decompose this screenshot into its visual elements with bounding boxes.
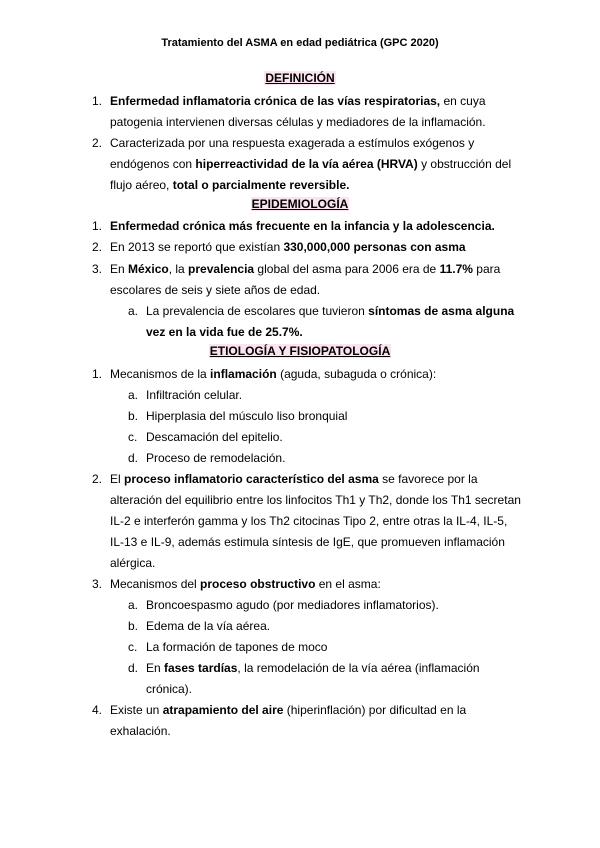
list-letter: a. (128, 304, 139, 318)
etiology-item-3: Mecanismos del proceso obstructivo en el asma: (110, 577, 381, 591)
definition-item-1-line-2: patogenia intervienen diversas células y mediadores de la inflamación. (110, 115, 486, 129)
list-number: 1. (92, 367, 103, 381)
list-letter: d. (128, 661, 139, 675)
etiology-item-4-line-2: exhalación. (110, 724, 171, 738)
definition-item-2-line-3: flujo aéreo, total o parcialmente reversible. (110, 178, 350, 192)
etiology-item-4-line-1: Existe un atrapamiento del aire (hiperinflación) por dificultad en la (110, 703, 467, 717)
list-item: Infiltración celular. (146, 388, 243, 402)
list-item: Proceso de remodelación. (146, 451, 286, 465)
list-number: 1. (92, 94, 103, 108)
list-number: 2. (92, 136, 103, 150)
list-letter: d. (128, 451, 139, 465)
list-item: La formación de tapones de moco (146, 640, 328, 654)
heading-etiologia: ETIOLOGÍA Y FISIOPATOLOGÍA (209, 344, 391, 358)
epidemiology-item-3-line-1: En México, la prevalencia global del asma para 2006 era de 11.7% para (110, 262, 501, 276)
epidemiology-item-2: En 2013 se reportó que existían 330,000,000 personas con asma (110, 240, 466, 254)
list-item: Broncoespasmo agudo (por mediadores inflamatorios). (146, 598, 439, 612)
etiology-item-1: Mecanismos de la inflamación (aguda, subaguda o crónica): (110, 367, 437, 381)
etiology-item-2-line-5: alérgica. (110, 556, 156, 570)
list-letter: c. (128, 430, 138, 444)
list-letter: c. (128, 640, 138, 654)
etiology-subitem-d-line-1: En fases tardías, la remodelación de la vía aérea (inflamación (146, 661, 480, 675)
heading-definicion: DEFINICIÓN (265, 71, 335, 85)
definition-item-2-line-1: Caracterizada por una respuesta exagerada a estímulos exógenos y (110, 136, 475, 150)
list-letter: b. (128, 409, 139, 423)
list-item: Hiperplasia del músculo liso bronquial (146, 409, 348, 423)
list-item: Edema de la vía aérea. (146, 619, 271, 633)
etiology-item-2-line-4: IL-13 e IL-9, además estimula síntesis de IgE, que promueven inflamación (110, 535, 505, 549)
definition-item-1-line-1: Enfermedad inflamatoria crónica de las vías respiratorias, en cuya (110, 94, 486, 108)
heading-epidemiologia: EPIDEMIOLOGÍA (251, 197, 349, 211)
definition-item-2-line-2: endógenos con hiperreactividad de la vía aérea (HRVA) y obstrucción del (110, 157, 512, 171)
document-title: Tratamiento del ASMA en edad pediátrica (GPC 2020) (161, 37, 439, 49)
epidemiology-item-3-line-2: escolares de seis y siete años de edad. (110, 283, 321, 297)
list-number: 3. (92, 262, 103, 276)
list-item: Descamación del epitelio. (146, 430, 283, 444)
etiology-subitem-d-line-2: crónica). (146, 682, 193, 696)
epidemiology-subitem-a-line-2: vez en la vida fue de 25.7%. (146, 325, 303, 339)
list-number: 1. (92, 219, 103, 233)
epidemiology-item-1: Enfermedad crónica más frecuente en la infancia y la adolescencia. (110, 219, 495, 233)
list-letter: b. (128, 619, 139, 633)
etiology-item-2-line-1: El proceso inflamatorio característico del asma se favorece por la (110, 472, 478, 486)
etiology-item-2-line-2: alteración del equilibrio entre los linfocitos Th1 y Th2, donde los Th1 secretan (110, 493, 521, 507)
list-number: 3. (92, 577, 103, 591)
etiology-item-2-line-3: IL-2 e interferón gamma y los Th2 citocinas Tipo 2, entre otras la IL-4, IL-5, (110, 514, 508, 528)
list-number: 2. (92, 240, 103, 254)
epidemiology-subitem-a-line-1: La prevalencia de escolares que tuvieron síntomas de asma alguna (146, 304, 515, 318)
list-number: 2. (92, 472, 103, 486)
list-letter: a. (128, 388, 139, 402)
list-number: 4. (92, 703, 103, 717)
list-letter: a. (128, 598, 139, 612)
